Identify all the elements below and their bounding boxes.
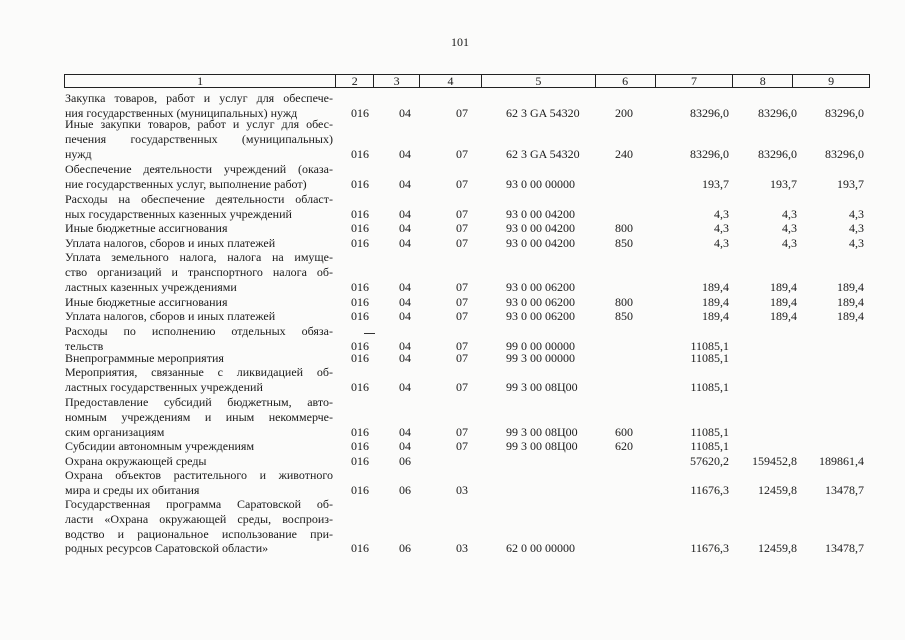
cell-c5: 62 3 GA 54320 [506,146,580,161]
cell-c4: 07 [456,351,468,365]
header-cell-7: 7 [656,75,734,87]
cell-c5: 93 0 00 06200 [506,295,575,309]
cell-c3: 04 [399,424,411,439]
row-label-line: Охрана объектов растительного и животного [65,468,333,482]
cell-c6: 850 [615,309,633,323]
row-label-line: ластных казенных учреждениями [65,279,237,294]
cell-c3: 04 [399,351,411,365]
cell-c4: 07 [456,146,468,161]
cell-c2: 016 [351,482,369,497]
cell-c8: 189,4 [770,279,797,294]
row-label-line: Закупка товаров, работ и услуг для обеспече- [65,91,333,105]
cell-c6: 600 [615,424,633,439]
row-label-line: ласти «Охрана окружающей среды, воспроиз- [65,511,333,526]
row-label-line: Иные закупки товаров, работ и услуг для обес- [65,117,333,131]
cell-c6: 800 [615,295,633,309]
cell-c4: 07 [456,176,468,191]
row-label-line: Уплата налогов, сборов и иных платежей [65,236,276,250]
cell-c7: 11085,1 [690,351,729,365]
row-label-line: родных ресурсов Саратовской области» [65,541,269,556]
cell-c7: 4,3 [714,236,729,250]
cell-c2: 016 [351,541,369,556]
cell-c5: 93 0 00 04200 [506,236,575,250]
cell-c9: 189,4 [837,295,864,309]
cell-c4: 07 [456,221,468,235]
cell-c3: 04 [399,105,411,120]
cell-c4: 03 [456,541,468,556]
cell-c8: 193,7 [770,176,797,191]
cell-c3: 04 [399,176,411,191]
cell-c8: 83296,0 [758,146,797,161]
cell-c4: 07 [456,206,468,221]
cell-c3: 06 [399,454,411,468]
cell-c3: 04 [399,146,411,161]
row-label-line: Охрана окружающей среды [65,454,207,468]
cell-c8: 4,3 [782,206,797,221]
cell-c4: 07 [456,439,468,453]
row-label-line: мира и среды их обитания [65,482,200,497]
row-label-line: ластных государственных учреждений [65,379,263,394]
cell-c7: 57620,2 [690,454,729,468]
cell-c5: 99 3 00 08Ц00 [506,439,578,453]
cell-c8: 189,4 [770,295,797,309]
cell-c4: 07 [456,379,468,394]
row-label-line: номным учреждениям и иным некоммерче- [65,409,333,424]
cell-c8: 12459,8 [758,482,797,497]
cell-c9: 13478,7 [825,541,864,556]
row-label-line: ных государственных казенных учреждений [65,206,292,221]
row-label-line: тельств [65,338,104,353]
row-label-line: Обеспечение деятельности учреждений (оказа- [65,162,333,176]
cell-c7: 189,4 [702,295,729,309]
cell-c2: 016 [351,309,369,323]
cell-c8: 4,3 [782,236,797,250]
cell-c2: 016 [351,146,369,161]
cell-c9: 13478,7 [825,482,864,497]
header-cell-5: 5 [482,75,596,87]
cell-c5: 99 0 00 00000 [506,338,575,353]
cell-c3: 04 [399,236,411,250]
row-label-line: Внепрограммные мероприятия [65,351,224,365]
cell-c7: 11085,1 [690,424,729,439]
cell-c3: 04 [399,279,411,294]
cell-c4: 07 [456,236,468,250]
cell-c3: 04 [399,309,411,323]
cell-c8: 159452,8 [752,454,797,468]
cell-c2: 016 [351,424,369,439]
row-label-line: ние государственных услуг, выполнение работ) [65,176,307,191]
cell-c2: 016 [351,295,369,309]
header-cell-6: 6 [596,75,656,87]
cell-c3: 06 [399,482,411,497]
cell-c2: 016 [351,279,369,294]
cell-c2: 016 [351,206,369,221]
cell-c9: 4,3 [849,221,864,235]
cell-c8: 83296,0 [758,105,797,120]
cell-c6: 800 [615,221,633,235]
cell-c5: 93 0 00 04200 [506,206,575,221]
cell-c2: 016 [351,338,369,353]
row-label-line: ство организаций и транспортного налога об- [65,264,333,279]
cell-c2: 016 [351,221,369,235]
cell-c4: 07 [456,309,468,323]
header-cell-3: 3 [374,75,420,87]
cell-c6: 240 [615,146,633,161]
cell-c8: 12459,8 [758,541,797,556]
cell-c4: 07 [456,279,468,294]
cell-c7: 83296,0 [690,105,729,120]
row-label-line: Субсидии автономным учреждениям [65,439,255,453]
dash-mark [364,333,375,334]
cell-c7: 11676,3 [690,541,729,556]
row-label-line: Расходы по исполнению отдельных обяза- [65,324,333,338]
cell-c7: 11085,1 [690,439,729,453]
cell-c5: 99 3 00 00000 [506,351,575,365]
cell-c9: 193,7 [837,176,864,191]
cell-c7: 193,7 [702,176,729,191]
cell-c3: 04 [399,338,411,353]
cell-c5: 93 0 00 06200 [506,279,575,294]
row-label-line: Иные бюджетные ассигнования [65,221,228,235]
cell-c5: 62 0 00 00000 [506,541,575,556]
row-label-line: Предоставление субсидий бюджетным, авто- [65,395,333,409]
cell-c2: 016 [351,439,369,453]
cell-c3: 04 [399,295,411,309]
cell-c9: 189,4 [837,279,864,294]
cell-c4: 03 [456,482,468,497]
cell-c8: 4,3 [782,221,797,235]
cell-c7: 11676,3 [690,482,729,497]
header-cell-4: 4 [420,75,482,87]
cell-c5: 62 3 GA 54320 [506,105,580,120]
cell-c5: 99 3 00 08Ц00 [506,379,578,394]
cell-c9: 83296,0 [825,105,864,120]
cell-c9: 83296,0 [825,146,864,161]
row-label-line: водство и рациональное использование при- [65,526,333,541]
cell-c5: 99 3 00 08Ц00 [506,424,578,439]
cell-c7: 83296,0 [690,146,729,161]
cell-c2: 016 [351,236,369,250]
cell-c6: 200 [615,105,633,120]
header-cell-1: 1 [65,75,336,87]
row-label-line: нужд [65,146,92,161]
cell-c5: 93 0 00 06200 [506,309,575,323]
cell-c7: 11085,1 [690,379,729,394]
row-label-line: Уплата земельного налога, налога на имуще- [65,250,333,264]
cell-c3: 04 [399,221,411,235]
row-label-line: Расходы на обеспечение деятельности област- [65,192,333,206]
cell-c5: 93 0 00 00000 [506,176,575,191]
cell-c9: 189,4 [837,309,864,323]
cell-c4: 07 [456,338,468,353]
cell-c3: 04 [399,206,411,221]
cell-c4: 07 [456,105,468,120]
cell-c7: 11085,1 [690,338,729,353]
cell-c2: 016 [351,351,369,365]
cell-c2: 016 [351,379,369,394]
cell-c3: 06 [399,541,411,556]
cell-c9: 4,3 [849,236,864,250]
cell-c2: 016 [351,454,369,468]
cell-c7: 189,4 [702,309,729,323]
row-label-line: печения государственных (муниципальных) [65,131,333,146]
cell-c3: 04 [399,379,411,394]
cell-c7: 189,4 [702,279,729,294]
header-cell-2: 2 [336,75,374,87]
header-cell-8: 8 [733,75,793,87]
cell-c4: 07 [456,295,468,309]
row-label-line: Мероприятия, связанные с ликвидацией об- [65,365,333,379]
row-label-line: Государственная программа Саратовской об- [65,497,333,511]
row-label-line: Уплата налогов, сборов и иных платежей [65,309,276,323]
cell-c5: 93 0 00 04200 [506,221,575,235]
cell-c7: 4,3 [714,206,729,221]
page-number: 101 [451,35,469,49]
cell-c6: 620 [615,439,633,453]
table-header [64,74,870,88]
row-label-line: Иные бюджетные ассигнования [65,295,228,309]
cell-c3: 04 [399,439,411,453]
cell-c4: 07 [456,424,468,439]
cell-c9: 4,3 [849,206,864,221]
row-label-line: ния государственных (муниципальных) нужд [65,105,298,120]
cell-c9: 189861,4 [819,454,864,468]
row-label-line: ским организациям [65,424,165,439]
cell-c2: 016 [351,105,369,120]
header-cell-9: 9 [828,74,835,88]
cell-c8: 189,4 [770,309,797,323]
cell-c2: 016 [351,176,369,191]
cell-c6: 850 [615,236,633,250]
cell-c7: 4,3 [714,221,729,235]
